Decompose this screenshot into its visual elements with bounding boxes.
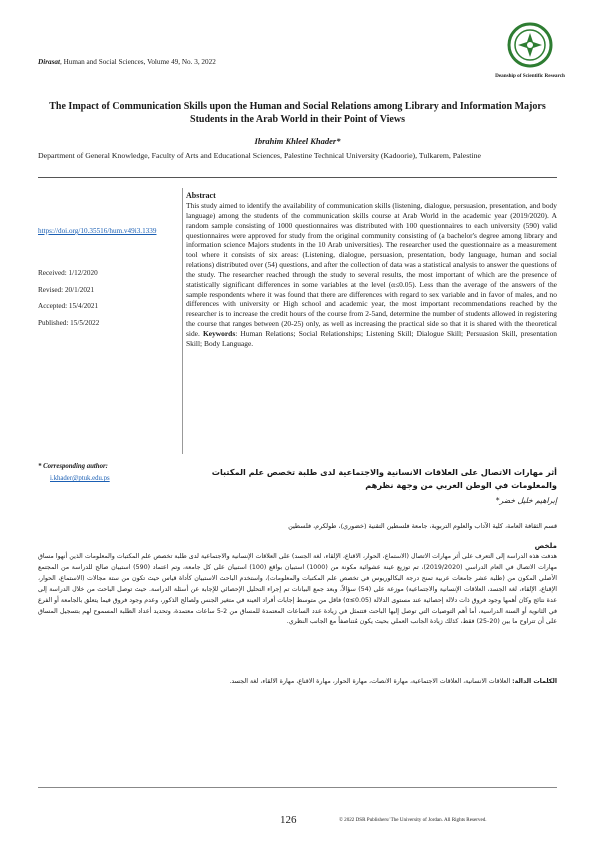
accepted-date: Accepted: 15/4/2021 [38,302,99,311]
arabic-author: إبراهيم خليل خضر* [495,496,557,505]
received-date: Received: 1/12/2020 [38,269,98,277]
divider-top [38,177,557,178]
page-number: 126 [280,814,297,826]
doi-link[interactable]: https://doi.org/10.35516/hum.v49i3.1339 [38,227,157,235]
article-title: The Impact of Communication Skills upon the Human and Social Relations among Library and Information Majors Students in the Arab World in their Point of Views [49,101,546,125]
deanship-logo-icon [507,22,553,68]
keywords-list: : Human Relations; Social Relationships; Listening Skill; Dialogue Skill; Persuasion Skill, presentation Skill; Body Language. [186,328,558,348]
arabic-title: أثر مهارات الاتصال على العلاقات الانسانية والاجتماعية لدى طلبة تخصص علم المكتبات والمعلومات في الوطن العربي من وجهة نظرهم [211,467,557,490]
publication-dates [38,268,99,334]
arabic-affiliation: قسم الثقافة العامة، كلية الآداب والعلوم التربوية، جامعة فلسطين التقنية (خضوري)، طولكرم، فلسطين [288,522,557,530]
revised-date: Revised: 20/1/2021 [38,285,95,294]
abstract-heading: Abstract [186,191,216,200]
arabic-keywords-label: الكلمات الدالة: [512,678,557,685]
arabic-keywords-list: العلاقات الانسانية، العلاقات الاجتماعية، مهارة الانصات، مهارة الحوار، مهارة الاقناع، مهارة الالقاء، لغة الجسد. [229,678,513,685]
abstract-body: This study aimed to identify the availability of communication skills (listening, dialogue, persuasion, presentation, and body language) among the students of the communication skills course at Arab World in the academic year (2019/2020). A random sample consisting of 1000 questionnaires was distributed with 100 questionnaires to each university (590) valid questionnaires were approved for study from the original community consisting of (a bachelor's degree among library and information science Majors students in the 10 Arab universities). The researcher used the questionnaire as a measurement tool where it consists of six areas: (Listening, dialogue, persuasion, presentation, body language, human and social relations) distributed over (54) questions, and after the collection of data was a statistical analysis to answer the questions of the study. The researcher reached through the study to several results, the most important of which are the presence of statistically significant differences in some variables at the level (α≤0.05). Less than the average of the answers of the sample respondents where it was found that there are differences with regard to sex variable and in favor of males, and no differences with university or High school and academic year, the most important recommendations reached by the researcher is to increase the credit hours of the course from 2-5and, determine the number of students allowed in registering the course that ranges between (20-25) only, as well as increasing the practical side so that it is shared with the theoretical side. [186,201,557,338]
journal-name: Dirasat [38,58,60,66]
author-affiliation: Department of General Knowledge, Faculty of Arts and Educational Sciences, Palestine Technical University (Kadoorie), Tulkarem, Palestine [38,151,481,160]
keywords-label: Keywords [202,328,236,338]
author-name: Ibrahim Khleel Khader* [254,136,341,146]
arabic-abstract-body: هدفت هذه الدراسة إلى التعرف على أثر مهارات الاتصال (الاستماع، الحوار، الاقناع، الإلقاء، لغة الجسد) على العلاقات الإنسانية والاجتماعية لدى طلبة تخصص علم المكتبات والمعلومات الذين أنهوا مساق مهارات الاتصال في العام الدراسي (2019/2020)، تم توزيع عينة عشوائية مكونة من (1000) استبيان بواقع (100) استبيان على كل جامعة، وتم اعتماد (590) استبيان صالح للدراسة من المجتمع الأصلي المكون من (طلبة عشر جامعات عربية تمنح درجة البكالوريوس في تخصص علم المكتبات والمعلومات)، واستخدم الباحث الاستبيان كأداة قياس حيث تكون من ستة مجالات (الاستماع، الحوار، الإقناع، الإلقاء، لغة الجسد، العلاقات الإنسانية والاجتماعية) موزعة على (54) سؤالاً، وبعد جمع البيانات تم إجراء التحليل الإحصائي للإجابة عن أسئلة الدراسة. حيث توصل الباحث من خلال الدراسة إلى عدة نتائج وكان أهمها وجود فروق ذات دلالة إحصائية عند مستوى الدلالة (α≤0.05) فاقل من متوسط إجابات أفراد العينة في متغير الجنس ولصالح الذكور، وعدم وجود فروق فيما يتعلق بالجامعة أو الفرع في الثانوية أو السنة الدراسية، أما أهم التوصيات التي توصل إليها الباحث فتتمثل في زيادة عدد الساعات المعتمدة للمساق من 2-5 ساعات معتمدة، وتحديد أعداد الطلبة المسموح لهم بتسجيل المساق على أن تتراوح ما بين (20-25) فقط، كذلك زيادة الجانب العملي بحيث يكون مُتناصفاً مع الجانب النظري. [38,553,558,626]
arabic-keywords [38,677,557,688]
logo-caption: Deanship of Scientific Research [495,73,565,79]
column-divider [182,188,183,454]
copyright-notice: © 2022 DSR Publishers/ The University of Jordan. All Rights Reserved. [339,817,487,823]
journal-citation [38,58,216,66]
journal-volume: , Human and Social Sciences, Volume 49, No. 3, 2022 [59,58,216,66]
abstract-text [186,201,557,349]
divider-bottom [38,787,557,788]
corresponding-author-label: * Corresponding author: [38,463,108,470]
published-date: Published: 15/5/2022 [38,318,100,327]
corresponding-email-link[interactable]: i.khader@ptuk.edu.ps [50,475,110,482]
arabic-abstract-heading: ملخص [534,541,557,550]
